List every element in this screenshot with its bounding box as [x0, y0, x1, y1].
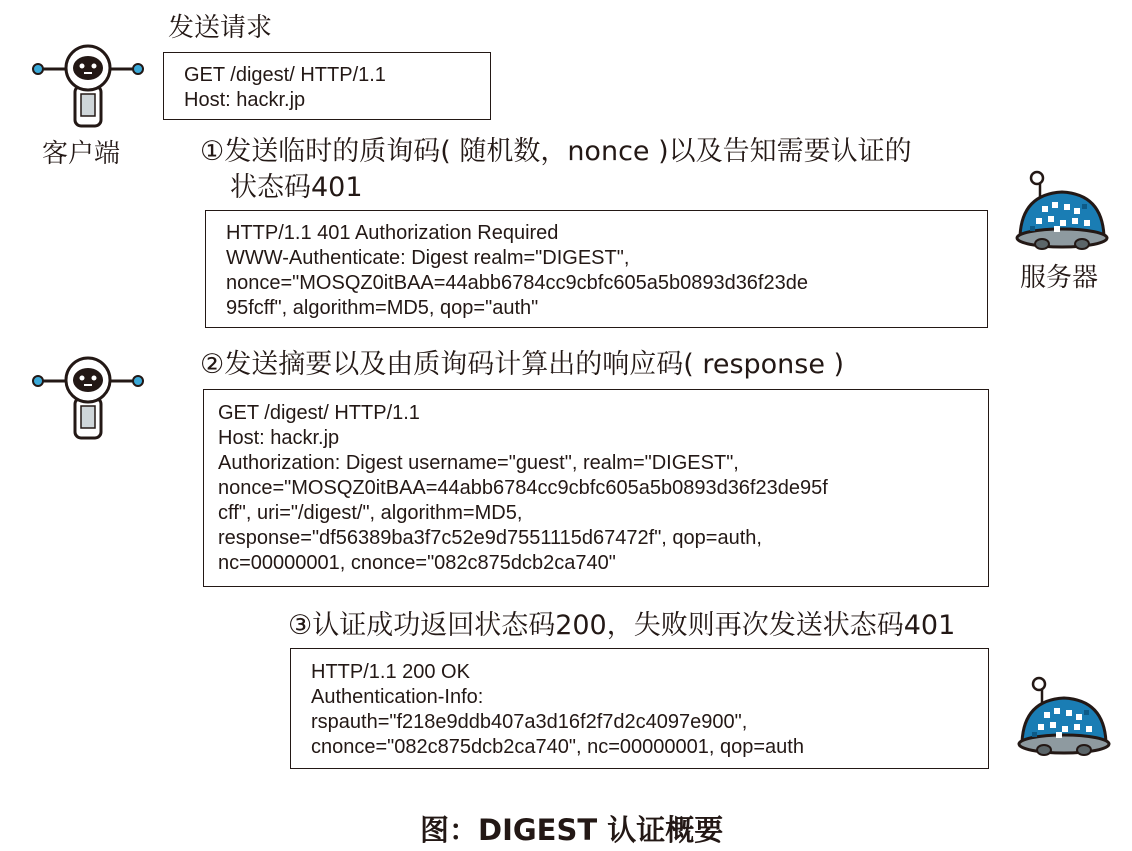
authorization-line: Host: hackr.jp — [218, 427, 340, 449]
challenge-response-box — [205, 210, 988, 328]
request-line: Host: hackr.jp — [184, 89, 306, 111]
step1-text-line1: ①发送临时的质询码( 随机数，nonce )以及告知需要认证的 — [200, 136, 912, 167]
authorization-line: cff", uri="/digest/", algorithm=MD5, — [218, 502, 523, 524]
server-label: 服务器 — [1020, 263, 1099, 293]
authorization-line: response="df56389ba3f7c52e9d7551115d67472f", qop=auth, — [218, 527, 762, 549]
client-robot-icon — [30, 44, 145, 134]
challenge-line: WWW-Authenticate: Digest realm="DIGEST", — [226, 247, 630, 269]
challenge-line: HTTP/1.1 401 Authorization Required — [226, 222, 559, 244]
challenge-line: 95fcff", algorithm=MD5, qop="auth" — [226, 297, 539, 319]
success-response-box — [290, 648, 989, 769]
success-line: HTTP/1.1 200 OK — [311, 661, 470, 683]
send-request-title: 发送请求 — [168, 13, 273, 43]
step3-text: ③认证成功返回状态码200，失败则再次发送状态码401 — [288, 610, 956, 641]
request-box — [163, 52, 491, 120]
authorization-line: GET /digest/ HTTP/1.1 — [218, 402, 420, 424]
step2-text: ②发送摘要以及由质询码计算出的响应码( response ) — [200, 349, 845, 380]
success-line: rspauth="f218e9ddb407a3d16f2f7d2c4097e900", — [311, 711, 748, 733]
figure-caption: 图：DIGEST 认证概要 — [420, 813, 724, 847]
success-line: Authentication-Info: — [311, 686, 484, 708]
challenge-line: nonce="MOSQZ0itBAA=44abb6784cc9cbfc605a5b0893d36f23de — [226, 272, 808, 294]
request-line: GET /digest/ HTTP/1.1 — [184, 64, 386, 86]
authorization-line: nonce="MOSQZ0itBAA=44abb6784cc9cbfc605a5b0893d36f23de95f — [218, 477, 828, 499]
authorization-line: nc=00000001, cnonce="082c875dcb2ca740" — [218, 552, 616, 574]
client-label: 客户端 — [42, 139, 121, 169]
authorization-line: Authorization: Digest username="guest", realm="DIGEST", — [218, 452, 739, 474]
client-robot-icon — [30, 356, 145, 446]
server-dome-icon — [1014, 674, 1114, 760]
success-line: cnonce="082c875dcb2ca740", nc=00000001, qop=auth — [311, 736, 804, 758]
authorization-request-box — [203, 389, 989, 587]
server-dome-icon — [1012, 168, 1112, 254]
step1-text-line2: 状态码401 — [230, 172, 363, 203]
